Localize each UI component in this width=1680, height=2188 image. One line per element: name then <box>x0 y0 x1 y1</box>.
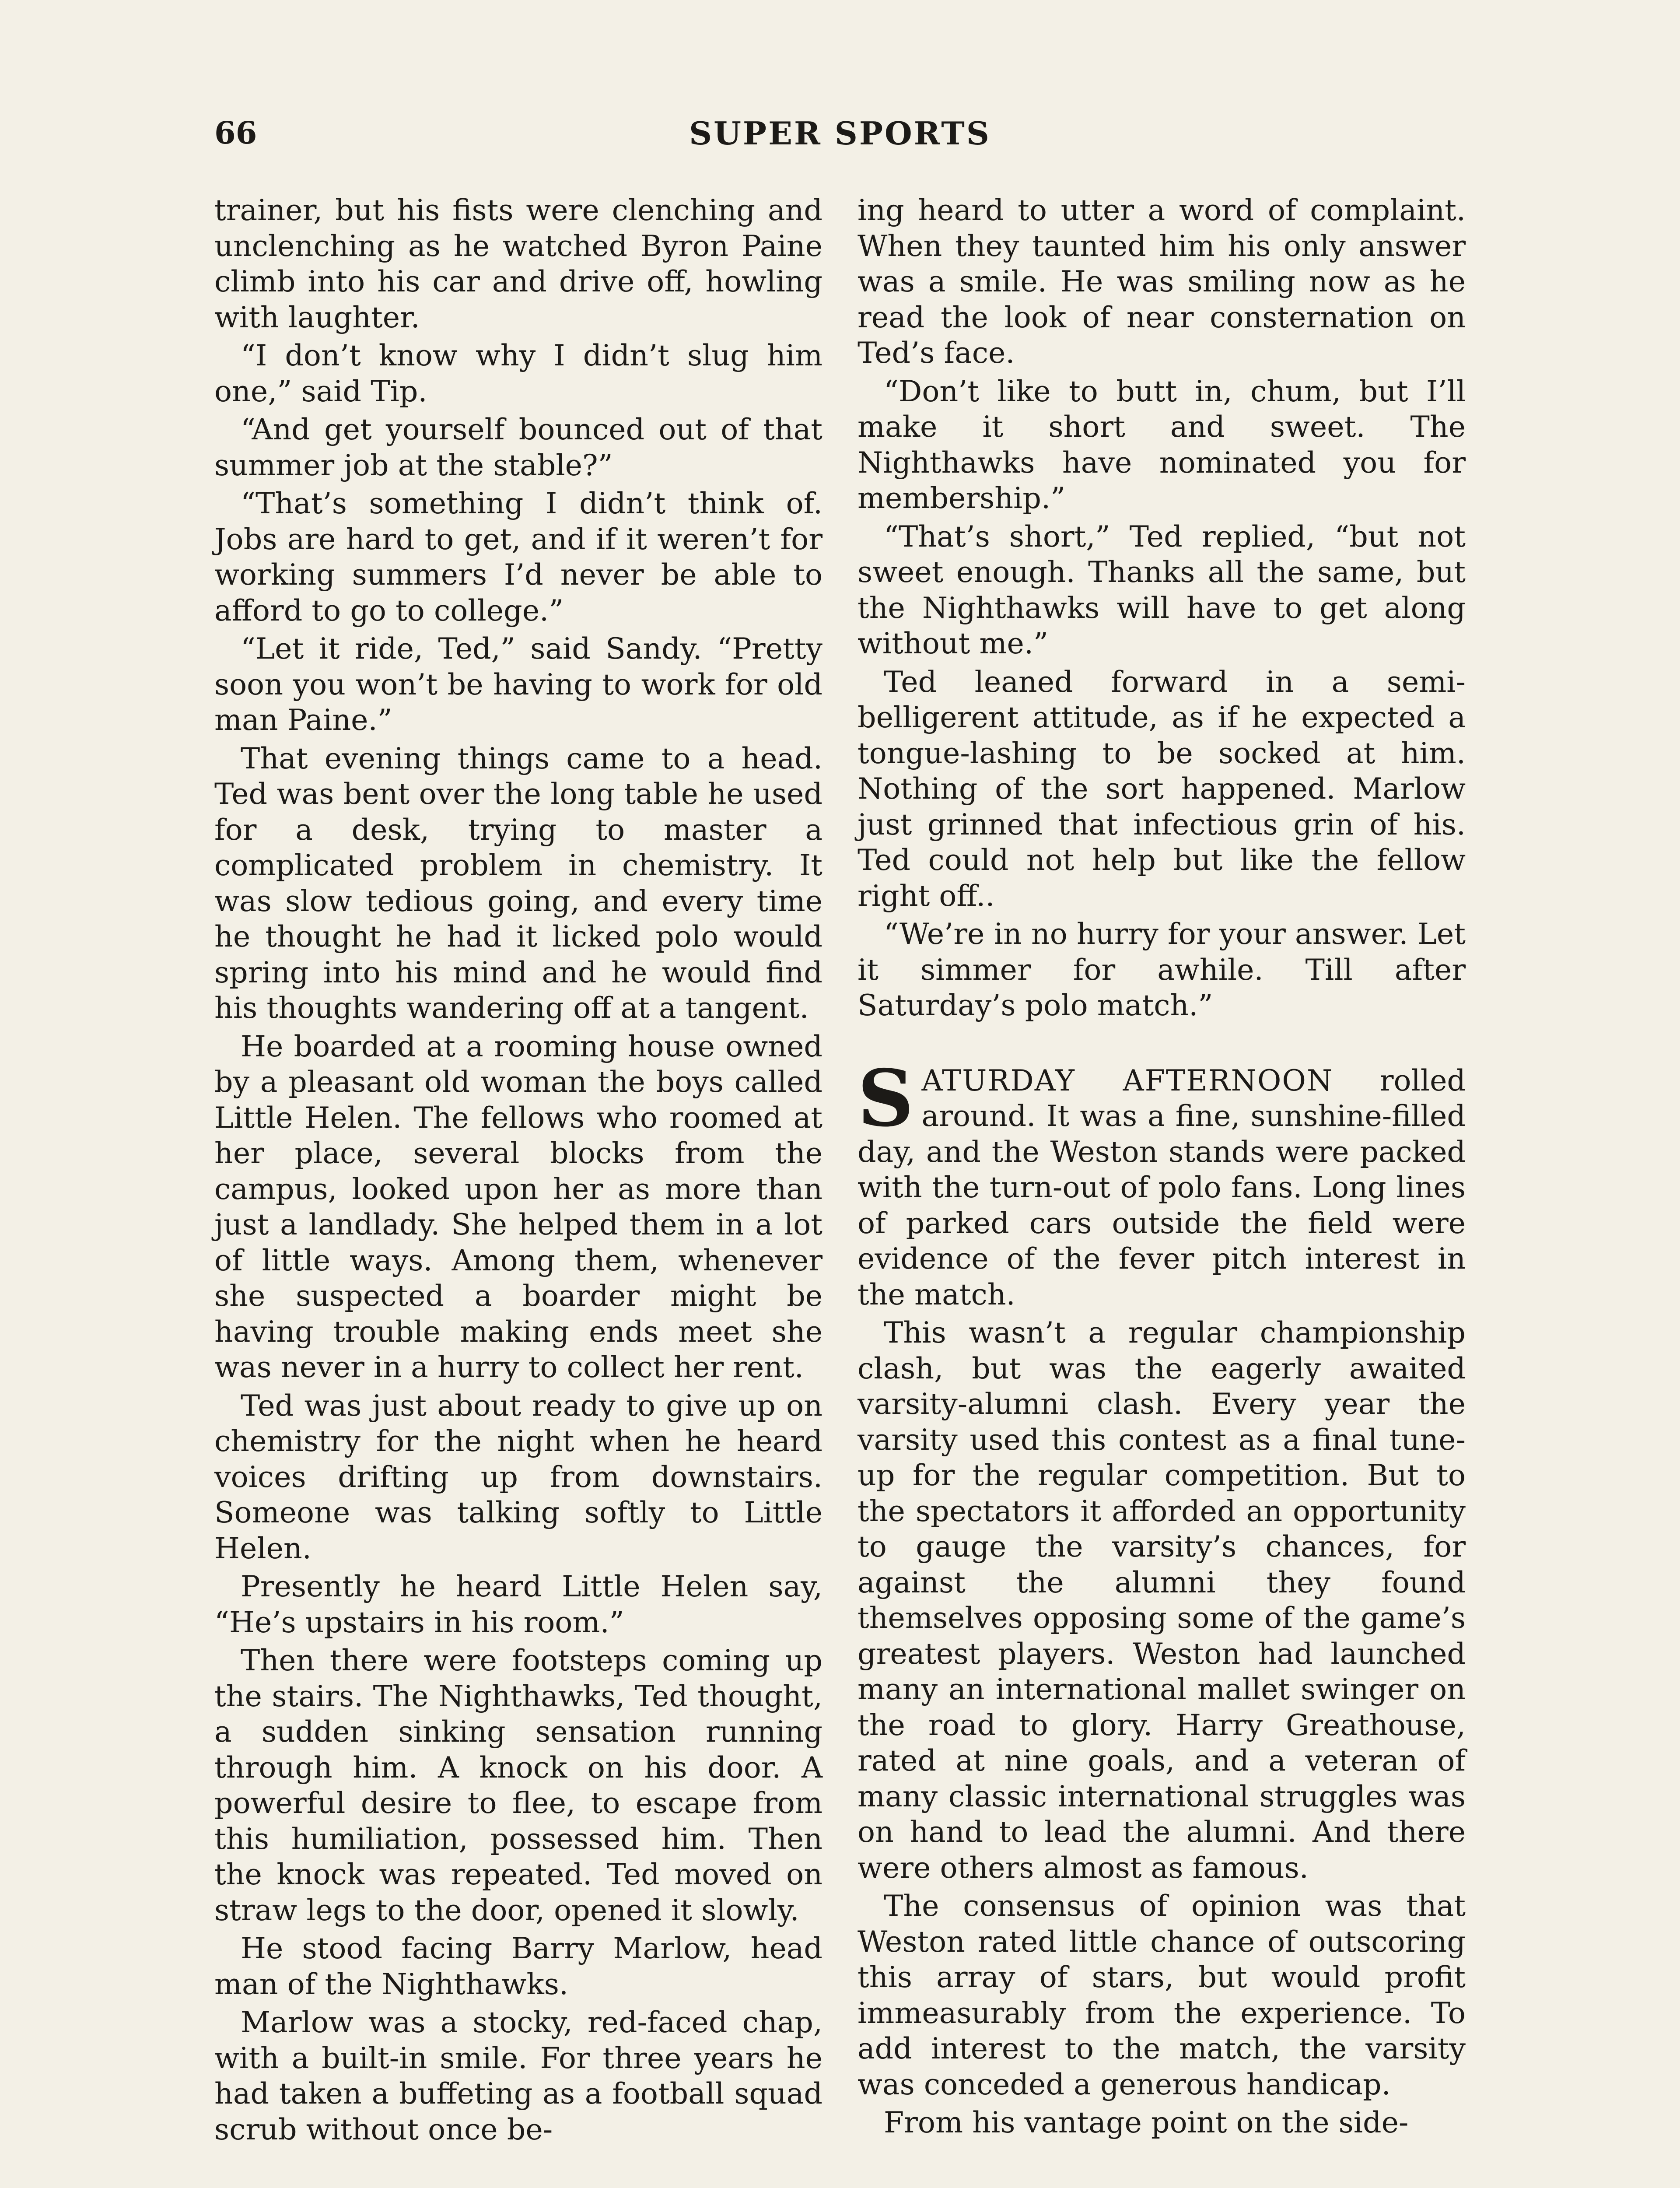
paragraph: trainer, but his fists were clenching and unclenching as he watched Byron Paine climb into his car and drive off, howling with laughter. <box>214 193 822 334</box>
right-column <box>858 193 1466 2143</box>
section-lead-text: rolled around. It was a fine, sunshine-filled day, and the Weston stands were packed with the turn-out of polo fans. Long lines of parked cars outside the field were evidence of the fever pitch interest in the match. <box>858 1063 1466 1311</box>
paragraph: Ted was just about ready to give up on chemistry for the night when he heard voices drifting up from downstairs. Someone was talking softly to Little Helen. <box>214 1388 822 1565</box>
paragraph: “I don’t know why I didn’t slug him one,” said Tip. <box>214 338 822 408</box>
paragraph: He stood facing Barry Marlow, head man of the Nighthawks. <box>214 1931 822 2001</box>
paragraph: This wasn’t a regular championship clash, but was the eagerly awaited varsity-alumni clash. Every year the varsity used this contest as a final tune-up for the regular competition. But to the spectators it afforded an opportunity to gauge the varsity’s chances, for against the alumni they found themselves opposing some of the game’s greatest players. Weston had launched many an international mallet swinger on the road to glory. Harry Greathouse, rated at nine goals, and a veteran of many classic international struggles was on hand to lead the alumni. And there were others almost as famous. <box>858 1315 1466 1885</box>
paragraph: “That’s something I didn’t think of. Jobs are hard to get, and if it weren’t for working summers I’d never be able to afford to go to college.” <box>214 486 822 628</box>
paragraph: The consensus of opinion was that Weston rated little chance of outscoring this array of stars, but would profit immeasurably from the experience. To add interest to the match, the varsity was conceded a generous handicap. <box>858 1889 1466 2101</box>
paragraph: That evening things came to a head. Ted was bent over the long table he used for a desk, trying to master a complicated problem in chemistry. It was slow tedious going, and every time he thought he had it licked polo would spring into his mind and he would find his thoughts wandering off at a tangent. <box>214 741 822 1025</box>
paragraph: ing heard to utter a word of complaint. When they taunted him his only answer was a smile. He was smiling now as he read the look of near consternation on Ted’s face. <box>858 193 1466 370</box>
paragraph: Ted leaned forward in a semi-belligerent attitude, as if he expected a tongue-lashing to be socked at him. Nothing of the sort happened. Marlow just grinned that infectious grin of his. Ted could not help but like the fellow right off.. <box>858 664 1466 913</box>
paragraph: From his vantage point on the side- <box>884 2105 1409 2139</box>
paragraph: “And get yourself bounced out of that summer job at the stable?” <box>214 412 822 482</box>
section-lead-caps: ATURDAY AFTERNOON <box>921 1063 1334 1098</box>
page-header <box>214 115 1466 167</box>
paragraph: Then there were footsteps coming up the stairs. The Nighthawks, Ted thought, a sudden sinking sensation running through him. A knock on his door. A powerful desire to flee, to escape from this humiliation, possessed him. Then the knock was repeated. Ted moved on straw legs to the door, opened it slowly. <box>214 1643 822 1927</box>
left-column <box>214 193 822 2150</box>
running-title: SUPER SPORTS <box>689 115 991 152</box>
paragraph: He boarded at a rooming house owned by a pleasant old woman the boys called Little Helen. The fellows who roomed at her place, several blocks from the campus, looked upon her as more than just a landlady. She helped them in a lot of little ways. Among them, whenever she suspected a boarder might be having trouble making ends meet she was never in a hurry to collect her rent. <box>214 1029 822 1384</box>
section-opening-paragraph <box>858 1052 1466 1313</box>
paragraph: Presently he heard Little Helen say, “He’s upstairs in his room.” <box>214 1569 822 1639</box>
paragraph: Marlow was a stocky, red-faced chap, with a built-in smile. For three years he had taken a buffeting as a football squad scrub without once be- <box>214 2005 822 2146</box>
paragraph: “We’re in no hurry for your answer. Let it simmer for awhile. Till after Saturday’s polo match.” <box>858 917 1466 1022</box>
page-number: 66 <box>214 115 257 151</box>
drop-cap: S <box>858 1052 914 1144</box>
paragraph: “That’s short,” Ted replied, “but not sweet enough. Thanks all the same, but the Nighthawks will have to get along without me.” <box>858 519 1466 660</box>
paragraph: “Let it ride, Ted,” said Sandy. “Pretty soon you won’t be having to work for old man Paine.” <box>214 631 822 737</box>
paragraph: “Don’t like to butt in, chum, but I’ll make it short and sweet. The Nighthawks have nominated you for membership.” <box>858 374 1466 515</box>
